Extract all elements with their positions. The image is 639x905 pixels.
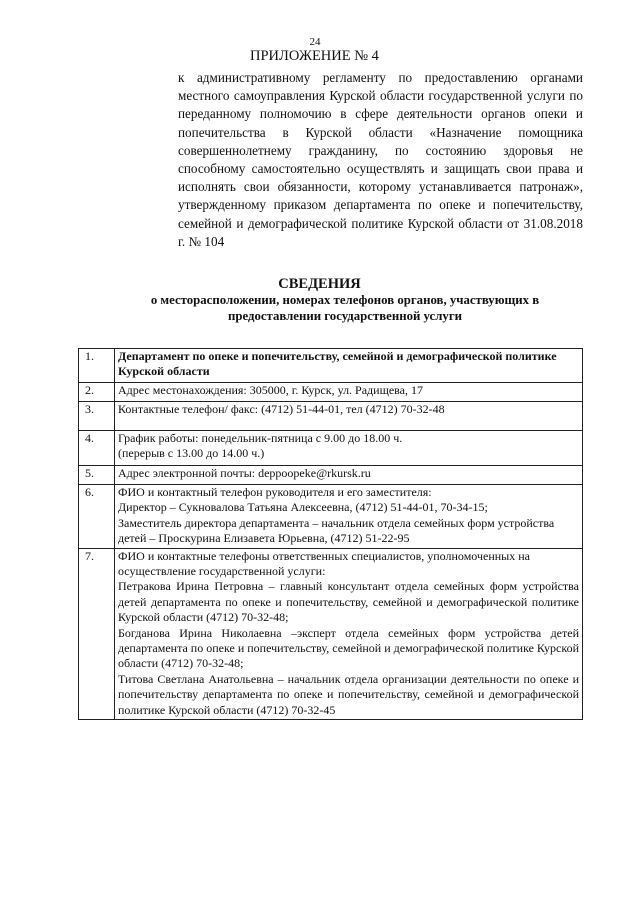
row-number: 7.	[79, 548, 115, 719]
table-row-4	[79, 431, 583, 466]
row-text	[115, 466, 583, 485]
page-number: 24	[309, 36, 321, 48]
table-row-7	[79, 548, 583, 719]
row-line: Департамент по опеке и попечительству, семейной и демографической политике Курской области	[118, 349, 557, 379]
table-row-2	[79, 383, 583, 402]
appendix-text: к административному регламенту по предоставлению органами местного самоуправления Курской области государственной услуги по переданному полномочию в сфере деятельности органов опеки и попечительства в Курской области «Назначение помощника совершеннолетнему гражданину, по состоянию здоровья не способному самостоятельно осуществлять и защищать свои права и исполнять свои обязанности, которому устанавливается патронаж», утвержденному приказом департамента по опеке и попечительству, семейной и демографической политике Курской области от 31.08.2018 г. № 104	[178, 70, 583, 249]
row-line: ФИО и контактные телефоны ответственных специалистов, уполномоченных на осуществление государственной услуги:	[118, 548, 530, 579]
row-number: 4.	[79, 431, 115, 466]
row-number: 1.	[79, 349, 115, 383]
row-line: ФИО и контактный телефон руководителя и его заместителя:	[118, 485, 432, 499]
appendix-title: ПРИЛОЖЕНИЕ № 4	[250, 48, 379, 64]
table-row-1	[79, 349, 583, 383]
row-text	[115, 383, 583, 402]
info-table	[78, 348, 583, 720]
row-line: График работы: понедельник-пятница с 9.00 до 18.00 ч.	[118, 431, 403, 445]
row-number: 2.	[79, 383, 115, 402]
row-line: Адрес электронной почты: deppoopeke@rkursk.ru	[118, 466, 371, 480]
row-line: Заместитель директора департамента – начальник отдела семейных форм устройства детей – Проскурина Елизавета Юрьевна, (4712) 51-22-95	[118, 515, 555, 546]
row-text	[115, 349, 583, 383]
row-line: Директор – Сукновалова Татьяна Алексеевна, (4712) 51-44-01, 70-34-15;	[118, 500, 488, 515]
table-row-3	[79, 402, 583, 431]
row-number: 3.	[79, 402, 115, 431]
row-line: Контактные телефон/ факс: (4712) 51-44-01, тел (4712) 70-32-48	[118, 402, 445, 416]
row-line: Титова Светлана Анатольевна – начальник отдела организации деятельности по опеке и попечительству департамента по опеке и попечительству, семейной и демографической политике Курской области (4712) 70-32-45	[118, 671, 579, 717]
row-number: 5.	[79, 466, 115, 485]
table-row-6	[79, 485, 583, 549]
row-line: Петракова Ирина Петровна – главный консультант отдела семейных форм устройства детей департамента по опеке и попечительству, семейной и демографической политике Курской области (4712) 70-32-48;	[118, 579, 579, 625]
row-line: Адрес местонахождения: 305000, г. Курск, ул. Радищева, 17	[118, 383, 423, 397]
document-title: СВЕДЕНИЯ	[278, 276, 361, 292]
document-subtitle: о месторасположении, номерах телефонов органов, участвующих в предоставлении государственной услуги	[150, 293, 540, 323]
table-row-5	[79, 466, 583, 485]
row-text	[115, 548, 583, 719]
row-number: 6.	[79, 485, 115, 549]
row-line: Богданова Ирина Николаевна –эксперт отдела семейных форм устройства детей департамента по опеке и попечительству, семейной и демографической политике Курской области (4712) 70-32-48;	[118, 625, 580, 671]
row-text	[115, 402, 583, 431]
row-text	[115, 485, 583, 549]
row-text	[115, 431, 583, 466]
row-line: (перерыв с 13.00 до 14.00 ч.)	[118, 446, 265, 461]
